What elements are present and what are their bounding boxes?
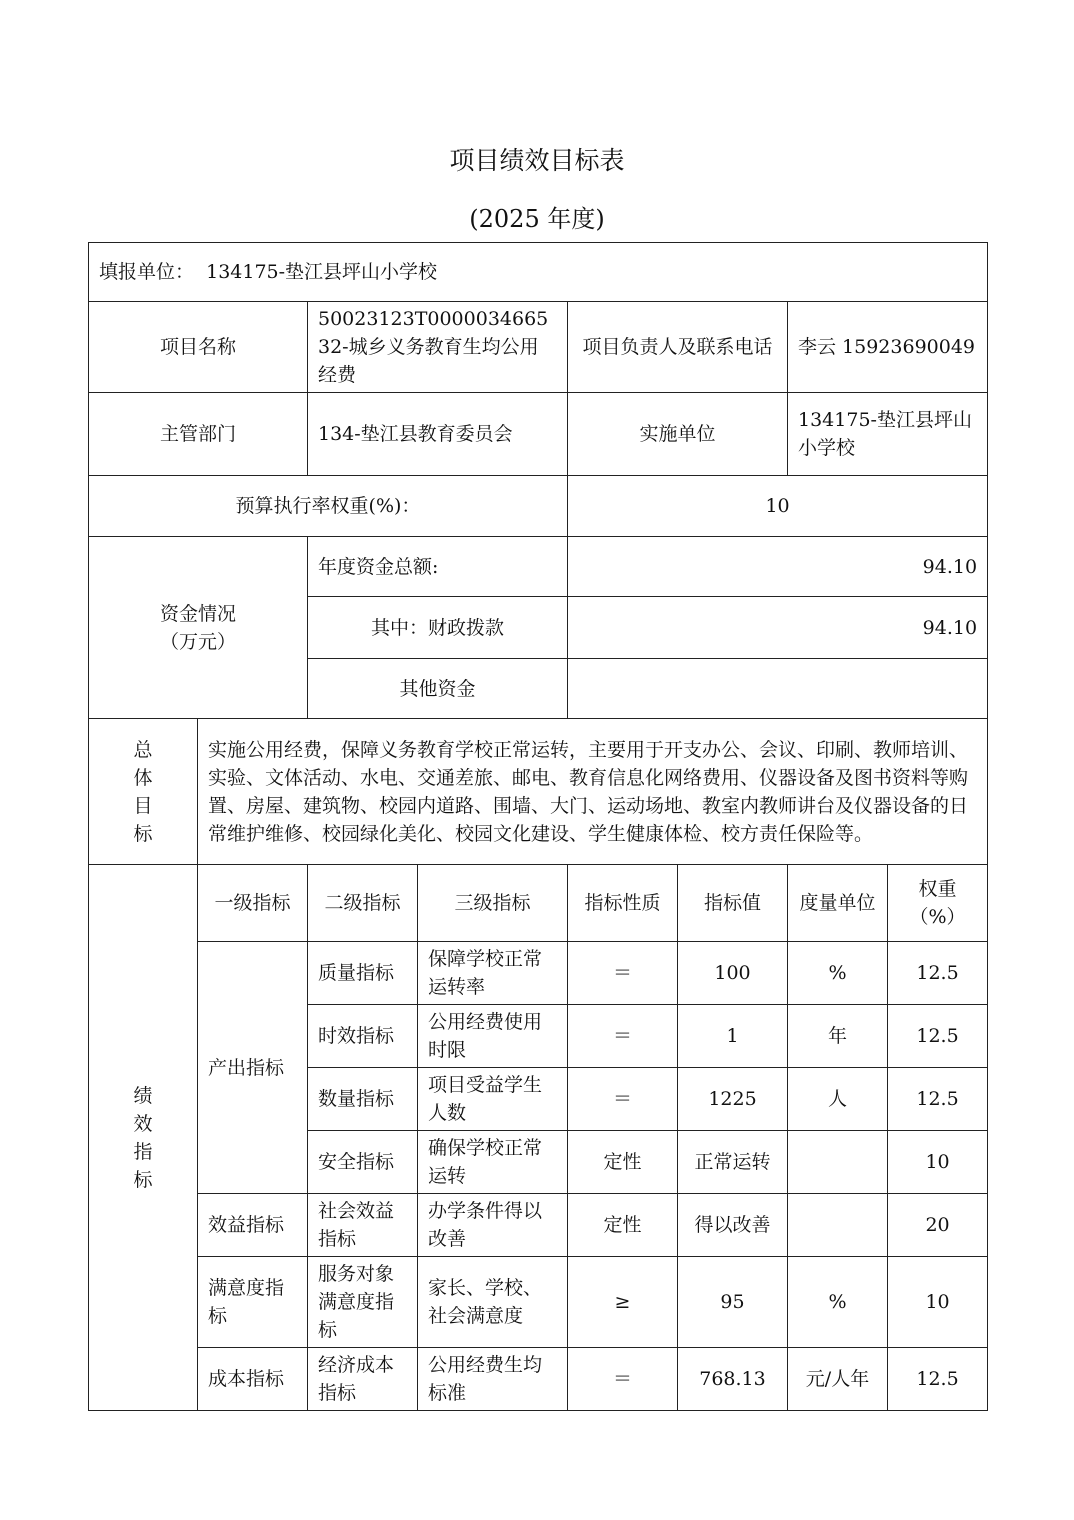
- unit-cell: 人: [788, 1068, 888, 1131]
- funds-label: [89, 537, 308, 719]
- nature-cell: ＝: [568, 1348, 678, 1411]
- output-indicator-label: 产出指标: [198, 942, 308, 1194]
- level2-cell: 质量指标: [308, 942, 418, 1005]
- header-value: 指标值: [678, 865, 788, 942]
- table-row: [89, 1194, 988, 1257]
- fiscal-allocation-label: 其中：财政拨款: [308, 597, 568, 659]
- table-row: [89, 942, 988, 1005]
- level2-cell: 安全指标: [308, 1131, 418, 1194]
- nature-cell: ＝: [568, 1068, 678, 1131]
- reporting-unit-row: [89, 243, 988, 302]
- weight-cell: 12.5: [888, 1348, 988, 1411]
- project-leader-label: 项目负责人及联系电话: [568, 302, 788, 393]
- weight-cell: 20: [888, 1194, 988, 1257]
- unit-cell: 元/人年: [788, 1348, 888, 1411]
- unit-cell: 年: [788, 1005, 888, 1068]
- annual-total-value: 94.10: [568, 537, 988, 597]
- nature-cell: ≥: [568, 1257, 678, 1348]
- value-cell: 1: [678, 1005, 788, 1068]
- level2-cell: 服务对象满意度指标: [308, 1257, 418, 1348]
- reporting-unit-value: 134175-垫江县坪山小学校: [206, 261, 438, 283]
- header-level1: 一级指标: [198, 865, 308, 942]
- nature-cell: ＝: [568, 942, 678, 1005]
- level3-cell: 确保学校正常运转: [418, 1131, 568, 1194]
- unit-cell: %: [788, 1257, 888, 1348]
- header-nature: 指标性质: [568, 865, 678, 942]
- level3-cell: 项目受益学生人数: [418, 1068, 568, 1131]
- project-leader-value: 李云 15923690049: [788, 302, 988, 393]
- competent-dept-value: 134-垫江县教育委员会: [308, 393, 568, 476]
- implementing-unit-label: 实施单位: [568, 393, 788, 476]
- level3-cell: 保障学校正常运转率: [418, 942, 568, 1005]
- level3-cell: 公用经费使用时限: [418, 1005, 568, 1068]
- reporting-unit-label: 填报单位：: [99, 261, 195, 283]
- project-name-value: 50023123T000003466532-城乡义务教育生均公用经费: [308, 302, 568, 393]
- indicators-label: 绩 效 指 标: [89, 865, 198, 1411]
- header-level3: 三级指标: [418, 865, 568, 942]
- level2-cell: 经济成本指标: [308, 1348, 418, 1411]
- value-cell: 95: [678, 1257, 788, 1348]
- level2-cell: 社会效益指标: [308, 1194, 418, 1257]
- value-cell: 768.13: [678, 1348, 788, 1411]
- unit-cell: %: [788, 942, 888, 1005]
- weight-cell: 10: [888, 1131, 988, 1194]
- overall-goal-label: 总 体 目 标: [89, 719, 198, 865]
- nature-cell: 定性: [568, 1131, 678, 1194]
- table-row: [89, 1348, 988, 1411]
- other-funds-label: 其他资金: [308, 659, 568, 719]
- budget-weight-label: 预算执行率权重(%)：: [89, 476, 568, 537]
- overall-goal-text: 实施公用经费，保障义务教育学校正常运转，主要用于开支办公、会议、印刷、教师培训、实验、文体活动、水电、交通差旅、邮电、教育信息化网络费用、仪器设备及图书资料等购置、房屋、建筑物、校园内道路、围墙、大门、运动场地、教室内教师讲台及仪器设备的日常维护维修、校园绿化美化、校园文化建设、学生健康体检、校方责任保险等。: [198, 719, 988, 865]
- level2-cell: 数量指标: [308, 1068, 418, 1131]
- page-title: 项目绩效目标表: [449, 146, 625, 175]
- level1-cell: 成本指标: [198, 1348, 308, 1411]
- fiscal-allocation-value: 94.10: [568, 597, 988, 659]
- level3-cell: 公用经费生均标准: [418, 1348, 568, 1411]
- weight-cell: 12.5: [888, 942, 988, 1005]
- budget-weight-value: 10: [568, 476, 988, 537]
- performance-target-table: [88, 242, 988, 1411]
- header-unit: 度量单位: [788, 865, 888, 942]
- value-cell: 得以改善: [678, 1194, 788, 1257]
- nature-cell: 定性: [568, 1194, 678, 1257]
- value-cell: 正常运转: [678, 1131, 788, 1194]
- funds-label-line2: （万元）: [159, 630, 236, 653]
- weight-cell: 12.5: [888, 1005, 988, 1068]
- level1-cell: 满意度指标: [198, 1257, 308, 1348]
- annual-total-label: 年度资金总额:: [308, 537, 568, 597]
- level3-cell: 办学条件得以改善: [418, 1194, 568, 1257]
- funds-label-line1: 资金情况: [159, 602, 236, 625]
- table-row: [89, 1257, 988, 1348]
- weight-cell: 10: [888, 1257, 988, 1348]
- unit-cell: [788, 1194, 888, 1257]
- nature-cell: ＝: [568, 1005, 678, 1068]
- implementing-unit-value: 134175-垫江县坪山小学校: [788, 393, 988, 476]
- project-name-label: 项目名称: [89, 302, 308, 393]
- level2-cell: 时效指标: [308, 1005, 418, 1068]
- weight-cell: 12.5: [888, 1068, 988, 1131]
- header-weight: 权重（%）: [888, 865, 988, 942]
- level3-cell: 家长、学校、社会满意度: [418, 1257, 568, 1348]
- page-subtitle: (2025 年度): [469, 205, 605, 233]
- value-cell: 100: [678, 942, 788, 1005]
- competent-dept-label: 主管部门: [89, 393, 308, 476]
- other-funds-value: [568, 659, 988, 719]
- unit-cell: [788, 1131, 888, 1194]
- value-cell: 1225: [678, 1068, 788, 1131]
- header-level2: 二级指标: [308, 865, 418, 942]
- level1-cell: 效益指标: [198, 1194, 308, 1257]
